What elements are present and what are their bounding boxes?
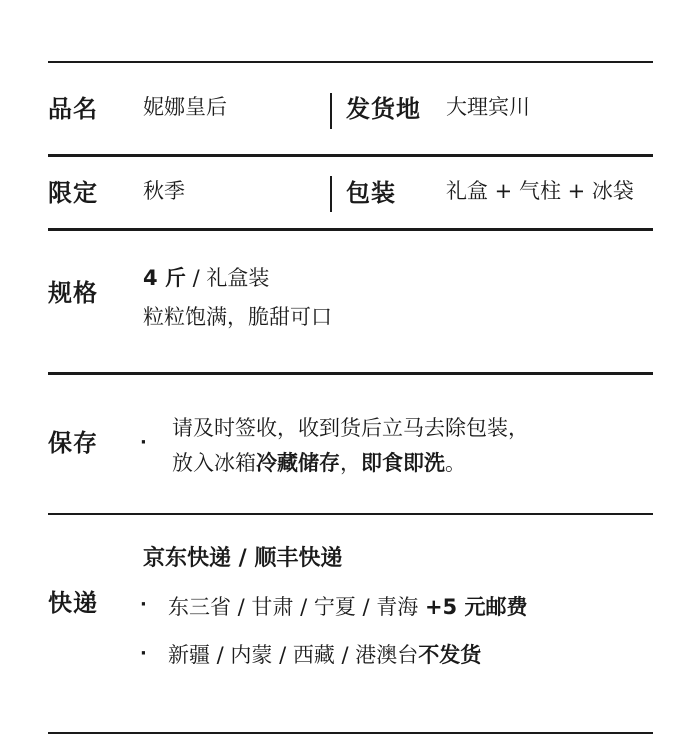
value-spec-line1 xyxy=(143,268,269,289)
divider-4 xyxy=(48,513,653,515)
storage-emphasis-eat: 即食即洗 xyxy=(361,451,445,475)
bullet-dot: · xyxy=(140,643,147,664)
divider-bottom xyxy=(48,732,653,734)
column-separator xyxy=(330,93,332,129)
express-item-no-delivery xyxy=(168,645,481,666)
label-origin: 发货地 xyxy=(346,95,421,123)
column-separator xyxy=(330,176,332,212)
divider-2 xyxy=(48,228,653,231)
surcharge-regions: 东三省 / 甘肃 / 宁夏 / 青海 xyxy=(168,595,425,619)
no-delivery-regions: 新疆 / 内蒙 / 西藏 / 港澳台 xyxy=(168,643,419,667)
spec-box: / 礼盒装 xyxy=(185,266,270,290)
express-carriers: 京东快递 / 顺丰快递 xyxy=(143,546,343,571)
divider-top xyxy=(48,61,653,63)
surcharge-amount: +5 元邮费 xyxy=(424,595,528,619)
bullet-dot: · xyxy=(140,594,147,615)
label-packaging: 包装 xyxy=(346,179,396,207)
no-delivery-note: 不发货 xyxy=(418,643,482,667)
value-product-name: 妮娜皇后 xyxy=(143,95,227,119)
storage-line2 xyxy=(172,453,466,474)
divider-3 xyxy=(48,372,653,375)
label-express: 快递 xyxy=(48,589,98,617)
divider-1 xyxy=(48,154,653,157)
value-spec-line2: 粒粒饱满，脆甜可口 xyxy=(143,305,332,329)
spec-weight: 4 斤 xyxy=(143,266,186,290)
label-limited: 限定 xyxy=(48,179,98,207)
label-product-name: 品名 xyxy=(48,95,98,123)
storage-text-e: 。 xyxy=(445,451,466,475)
bullet-dot: · xyxy=(140,432,147,453)
express-item-surcharge xyxy=(168,597,527,618)
label-storage: 保存 xyxy=(48,429,98,457)
storage-text-c: ， xyxy=(340,451,361,475)
label-spec: 规格 xyxy=(48,279,98,307)
value-packaging: 礼盒 + 气柱 + 冰袋 xyxy=(446,179,634,203)
value-limited: 秋季 xyxy=(143,179,185,203)
storage-emphasis-refrigerate: 冷藏储存 xyxy=(256,451,340,475)
value-origin: 大理宾川 xyxy=(446,95,530,119)
storage-text-a: 放入冰箱 xyxy=(172,451,256,475)
storage-line1: 请及时签收，收到货后立马去除包装， xyxy=(172,416,529,440)
